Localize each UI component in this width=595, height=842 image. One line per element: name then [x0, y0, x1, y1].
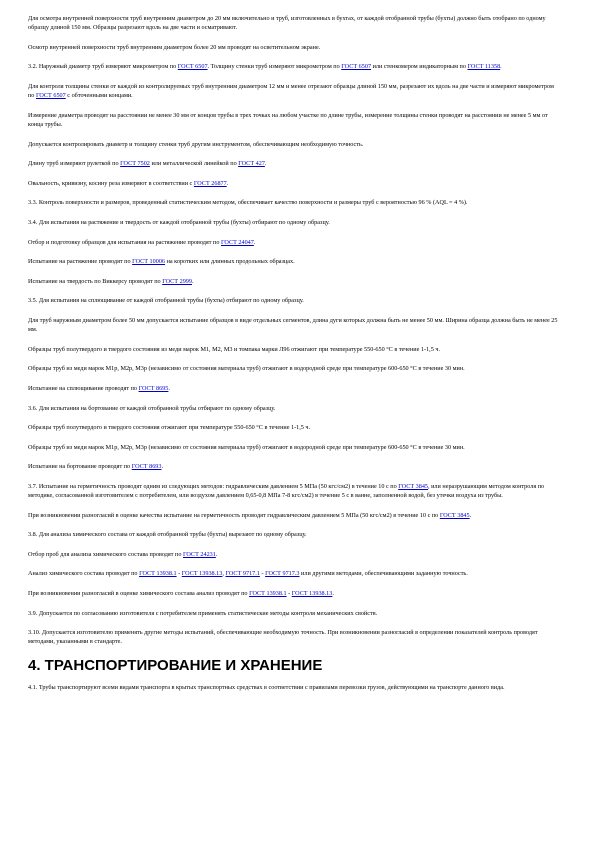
text-run: .	[191, 277, 194, 285]
text-run: 3.8. Для анализа химического состава от каждой отобранной трубы (бухты) вырезают по одному образцу.	[28, 531, 307, 539]
text-run: Образцы труб из меди марок М1р, М2р, М3р (независимо от состояния материала труб) отжигают в водородной среде при температуре 600-650 °С в течение 30 мин.	[28, 365, 465, 373]
paragraph	[28, 159, 560, 168]
text-run: .	[168, 384, 170, 392]
text-run: -	[259, 570, 266, 578]
gost-link[interactable]: ГОСТ 13938.13	[291, 590, 333, 598]
text-run: .	[500, 63, 502, 71]
paragraph	[28, 628, 560, 646]
text-run: Длину труб измеряют рулеткой по	[28, 160, 121, 168]
document-body	[28, 14, 560, 703]
paragraph	[28, 462, 560, 471]
text-run: 3.7. Испытание на герметичность проводят одним из следующих методов: гидравлическим давлением 5 МПа (50 кгс/см2) в течение 10 с по	[28, 482, 399, 490]
paragraph	[28, 238, 560, 247]
gost-link[interactable]: ГОСТ 24231	[182, 550, 216, 558]
text-run: Осмотр внутренней поверхности труб внутренним диаметром более 20 мм проводят на осветительном экране.	[28, 43, 321, 51]
gost-link[interactable]: ГОСТ 9717.3	[265, 570, 300, 578]
text-run: -	[286, 590, 292, 598]
text-run: .	[161, 463, 164, 471]
text-run: .	[215, 550, 218, 558]
paragraph	[28, 364, 560, 373]
gost-link[interactable]: ГОСТ 6507	[35, 92, 66, 100]
text-run: 3.3. Контроль поверхности и размеров, проведенный статистическим методом, обеспечивает качество поверхности и размеры труб с вероятностью 96 % (AQL = 4 %).	[28, 199, 468, 207]
text-run: .	[332, 590, 334, 598]
paragraph	[28, 423, 560, 432]
paragraph	[28, 140, 560, 149]
text-run: Образцы труб из меди марок М1р, М2р, М3р (независимо от состояния материала труб) отжигают в водородной среде при температуре 600-650 °С в течение 30 мин.	[28, 443, 465, 451]
paragraph	[28, 443, 560, 452]
text-run: или другими методами, обеспечивающими заданную точность.	[299, 570, 468, 578]
gost-link[interactable]: ГОСТ 8695	[138, 384, 169, 392]
text-run: Испытание на бортование проводят по	[28, 463, 132, 471]
paragraph	[28, 82, 560, 100]
text-run: Испытание на растяжение проводят по	[28, 258, 133, 266]
text-run: 4.1. Трубы транспортируют всеми видами транспорта в крытых транспортных средствах в соответствии с правилами перевозки грузов, действующими на транспорте данного вида.	[28, 684, 505, 692]
text-run: При возникновении разногласий в оценке химического состава анализ проводят по	[28, 590, 250, 598]
paragraph	[28, 218, 560, 227]
gost-link[interactable]: ГОСТ 13938.1	[249, 590, 287, 598]
text-run: 3.2. Наружный диаметр труб измеряют микрометром по	[28, 63, 178, 71]
gost-link[interactable]: ГОСТ 9717.1	[225, 570, 260, 578]
paragraph	[28, 14, 560, 32]
paragraph	[28, 482, 560, 500]
paragraph	[28, 62, 560, 71]
text-run: Для контроля толщины стенки от каждой из контролируемых труб внутренним диаметром 12 мм и менее отрезают образцы длиной 150 мм, разрезают их вдоль на две части и измеряют микрометром по	[28, 82, 554, 100]
paragraph	[28, 550, 560, 559]
text-run: Образцы труб полутвердого и твердого состояния из меди марок М1, М2, М3 и томпака марки Л96 отжигают при температуре 550-650 °С в течение 1-1,5 ч.	[28, 345, 440, 353]
text-run: 3.5. Для испытания на сплющивание от каждой отобранной трубы (бухты) отбирают по одному образцу.	[28, 297, 304, 305]
text-run: .	[226, 179, 229, 187]
text-run: .	[469, 511, 472, 519]
text-run: Для труб наружным диаметром более 50 мм допускается испытание образцов в виде отдельных сегментов, длина дуги которых должна быть не менее 50 мм. Ширина образца должна быть не менее 25 мм.	[28, 316, 558, 334]
paragraph	[28, 296, 560, 305]
paragraph	[28, 569, 560, 578]
gost-link[interactable]: ГОСТ 3845	[398, 482, 429, 490]
paragraph	[28, 198, 560, 207]
text-run: Для осмотра внутренней поверхности труб внутренним диаметром до 20 мм включительно и труб, изготовленных в бухтах, от каждой отобранной трубы (бухты) должно быть отобрано по одному образцу длиной 150 мм. Образцы разрезают вдоль на две части и осматривают.	[28, 15, 546, 32]
text-run: .	[264, 160, 267, 168]
text-run: 3.10. Допускается изготовителю применять другие методы испытаний, обеспечивающие необходимую точность. При возникновении разногласий в определении показателей контроль проводят методами, указанными в стандарте.	[28, 629, 538, 646]
gost-link[interactable]: ГОСТ 10006	[132, 258, 166, 266]
text-run: ,	[222, 570, 226, 578]
paragraph	[28, 277, 560, 286]
paragraph	[28, 384, 560, 393]
text-run: 3.6. Для испытания на бортование от каждой отобранной трубы отбирают по одному образцу.	[28, 404, 276, 412]
gost-link[interactable]: ГОСТ 2999	[162, 277, 192, 285]
gost-link[interactable]: ГОСТ 26877	[193, 179, 227, 187]
text-run: .	[253, 238, 256, 246]
paragraph	[28, 589, 560, 598]
gost-link[interactable]: ГОСТ 3845	[439, 511, 470, 519]
text-run: , или неразрушающим методом контроля по методике, согласованной изготовителем с потребителем, или воздухом давлением 0,65-0,8 МПа 7-8 кгс/см2) в течение 5 с в ванне, заполненной водой, без утечки воздуха из трубы.	[28, 482, 545, 500]
text-run: 3.4. Для испытания на растяжение и твердость от каждой отобранной трубы (бухты) отбирают по одному образцу.	[28, 218, 330, 226]
paragraph	[28, 179, 560, 188]
gost-link[interactable]: ГОСТ 6507	[341, 63, 372, 71]
paragraph	[28, 609, 560, 618]
text-run: или металлической линейкой по	[149, 160, 239, 168]
text-run: -	[176, 570, 182, 578]
section-heading	[28, 657, 560, 675]
text-run: Образцы труб полутвердого и твердого состояния отжигают при температуре 550-650 °С в течение 1-1,5 ч.	[28, 424, 311, 432]
gost-link[interactable]: ГОСТ 6507	[177, 63, 208, 71]
gost-link[interactable]: ГОСТ 8693	[131, 463, 162, 471]
text-run: . Толщину стенки труб измеряют микрометром по	[207, 63, 342, 71]
paragraph	[28, 683, 560, 692]
paragraph	[28, 345, 560, 354]
text-run: 4. ТРАНСПОРТИРОВАНИЕ И ХРАНЕНИЕ	[28, 657, 323, 675]
text-run: 3.9. Допускается по согласованию изготовителя с потребителем применять статистические методы контроля механических свойств.	[28, 609, 378, 617]
gost-link[interactable]: ГОСТ 7502	[120, 160, 150, 168]
text-run: или стенкомером индикаторным по	[371, 63, 468, 71]
text-run: Анализ химического состава проводят по	[28, 570, 140, 578]
text-run: Испытание на сплющивание проводят по	[28, 384, 139, 392]
paragraph	[28, 43, 560, 52]
text-run: Испытание на твердость по Виккерсу проводят по	[28, 277, 163, 285]
text-run: Отбор проб для анализа химического состава проводят по	[28, 550, 183, 558]
paragraph	[28, 530, 560, 539]
gost-link[interactable]: ГОСТ 11358	[467, 63, 501, 71]
gost-link[interactable]: ГОСТ 24047	[220, 238, 254, 246]
text-run: с обточенными концами.	[65, 92, 133, 100]
text-run: Овальность, кривизну, косину реза измеряют в соответствии с	[28, 179, 194, 187]
text-run: При возникновении разногласий в оценке качества испытание на герметичность проводят гидравлическим давлением 5 МПа (50 кгс/см2) в течение 10 с по	[28, 511, 440, 519]
gost-link[interactable]: ГОСТ 13938.1	[139, 570, 177, 578]
paragraph	[28, 257, 560, 266]
text-run: Отбор и подготовку образцов для испытания на растяжение проводят по	[28, 238, 221, 246]
text-run: Измерение диаметра проводят на расстоянии не менее 30 мм от концов трубы в трех точках на любом участке по длине трубы, измерение толщины стенки проводят на расстоянии не менее 5 мм от конца трубы.	[28, 111, 548, 128]
paragraph	[28, 111, 560, 129]
gost-link[interactable]: ГОСТ 13938.13	[181, 570, 223, 578]
gost-link[interactable]: ГОСТ 427	[238, 160, 265, 168]
text-run: Допускается контролировать диаметр и толщину стенки труб другим инструментом, обеспечивающим необходимую точность.	[28, 140, 364, 148]
paragraph	[28, 511, 560, 520]
paragraph	[28, 404, 560, 413]
paragraph	[28, 316, 560, 334]
text-run: на коротких или длинных продольных образцах.	[165, 258, 295, 266]
